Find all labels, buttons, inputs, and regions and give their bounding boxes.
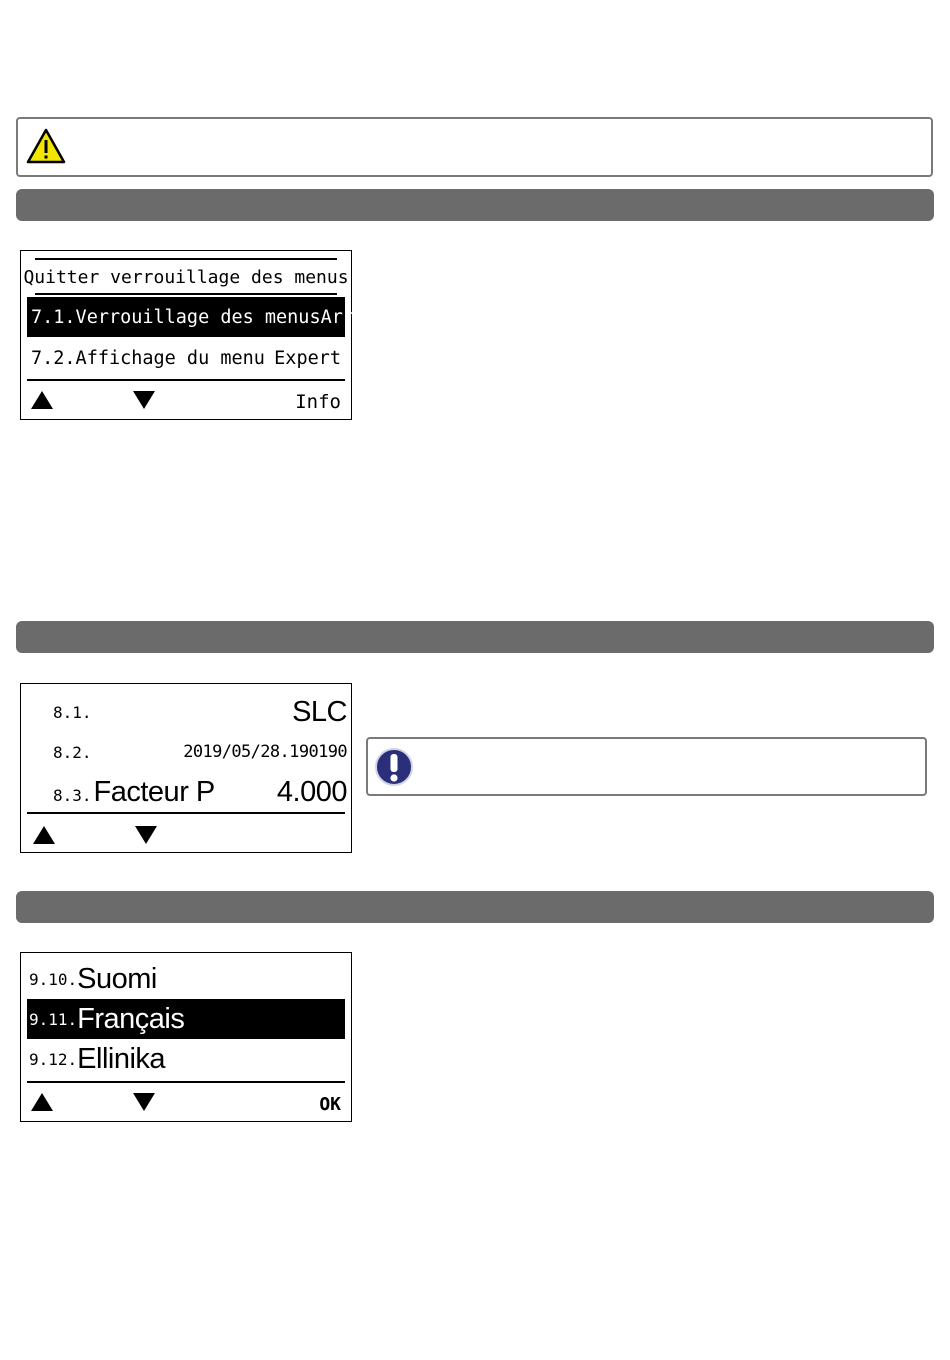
ok-button[interactable]: OK (319, 1094, 341, 1115)
menu-row-value: Expert (274, 347, 341, 369)
screen-title-text: Quitter verrouillage des menus (23, 266, 349, 288)
value-row-8-3 (53, 772, 347, 812)
language-label: Ellinika (77, 1042, 166, 1075)
row-label: Facteur P (93, 775, 215, 808)
arrow-down-icon[interactable] (133, 391, 155, 409)
language-label: Français (77, 1002, 185, 1035)
info-button[interactable]: Info (295, 391, 341, 413)
row-number: 9.11. (29, 1009, 78, 1029)
nav-separator (27, 379, 345, 381)
arrow-up-icon[interactable] (31, 1093, 53, 1111)
menu-row-value: Arrêt (320, 306, 377, 328)
nav-bar (27, 1089, 345, 1115)
language-row-ellinika[interactable] (27, 1039, 345, 1079)
menu-lock-screen (20, 250, 377, 420)
nav-separator (27, 812, 345, 814)
language-select-screen (20, 952, 352, 1122)
menu-row-label: 7.2.Affichage du menu (31, 347, 265, 369)
warning-notice (16, 117, 933, 177)
nav-bar (27, 387, 345, 413)
nav-bar (27, 820, 345, 846)
important-notice (366, 737, 927, 796)
value-row-8-1 (53, 692, 347, 732)
warning-triangle-icon (26, 128, 66, 164)
section-header-bar-7 (16, 189, 934, 221)
menu-row-menu-lock[interactable] (27, 297, 377, 337)
arrow-up-icon[interactable] (33, 826, 55, 844)
section-header-bar-9 (16, 891, 934, 923)
arrow-down-icon[interactable] (135, 826, 157, 844)
section-header-bar-8 (16, 621, 934, 653)
service-values-screen (20, 683, 352, 853)
row-value: 2019/05/28.190190 (183, 742, 347, 762)
value-row-8-2 (53, 734, 347, 770)
row-number: 8.3. (53, 785, 92, 805)
menu-row-menu-display[interactable] (27, 339, 345, 377)
row-value: SLC (292, 695, 347, 728)
arrow-up-icon[interactable] (31, 391, 53, 409)
row-number: 8.2. (53, 742, 92, 762)
language-label: Suomi (77, 962, 157, 995)
row-number: 8.1. (53, 702, 92, 722)
row-number: 9.12. (29, 1049, 78, 1069)
title-top-rule (35, 258, 337, 260)
row-value: 4.000 (276, 775, 347, 808)
arrow-down-icon[interactable] (133, 1093, 155, 1111)
title-bottom-rule (35, 293, 337, 295)
nav-separator (27, 1081, 345, 1083)
row-number: 9.10. (29, 969, 78, 989)
exclamation-circle-icon (374, 747, 414, 787)
language-row-francais[interactable] (27, 999, 345, 1039)
menu-row-label: 7.1.Verrouillage des menus (31, 306, 321, 328)
screen-title (23, 262, 349, 292)
language-row-suomi[interactable] (27, 959, 345, 999)
